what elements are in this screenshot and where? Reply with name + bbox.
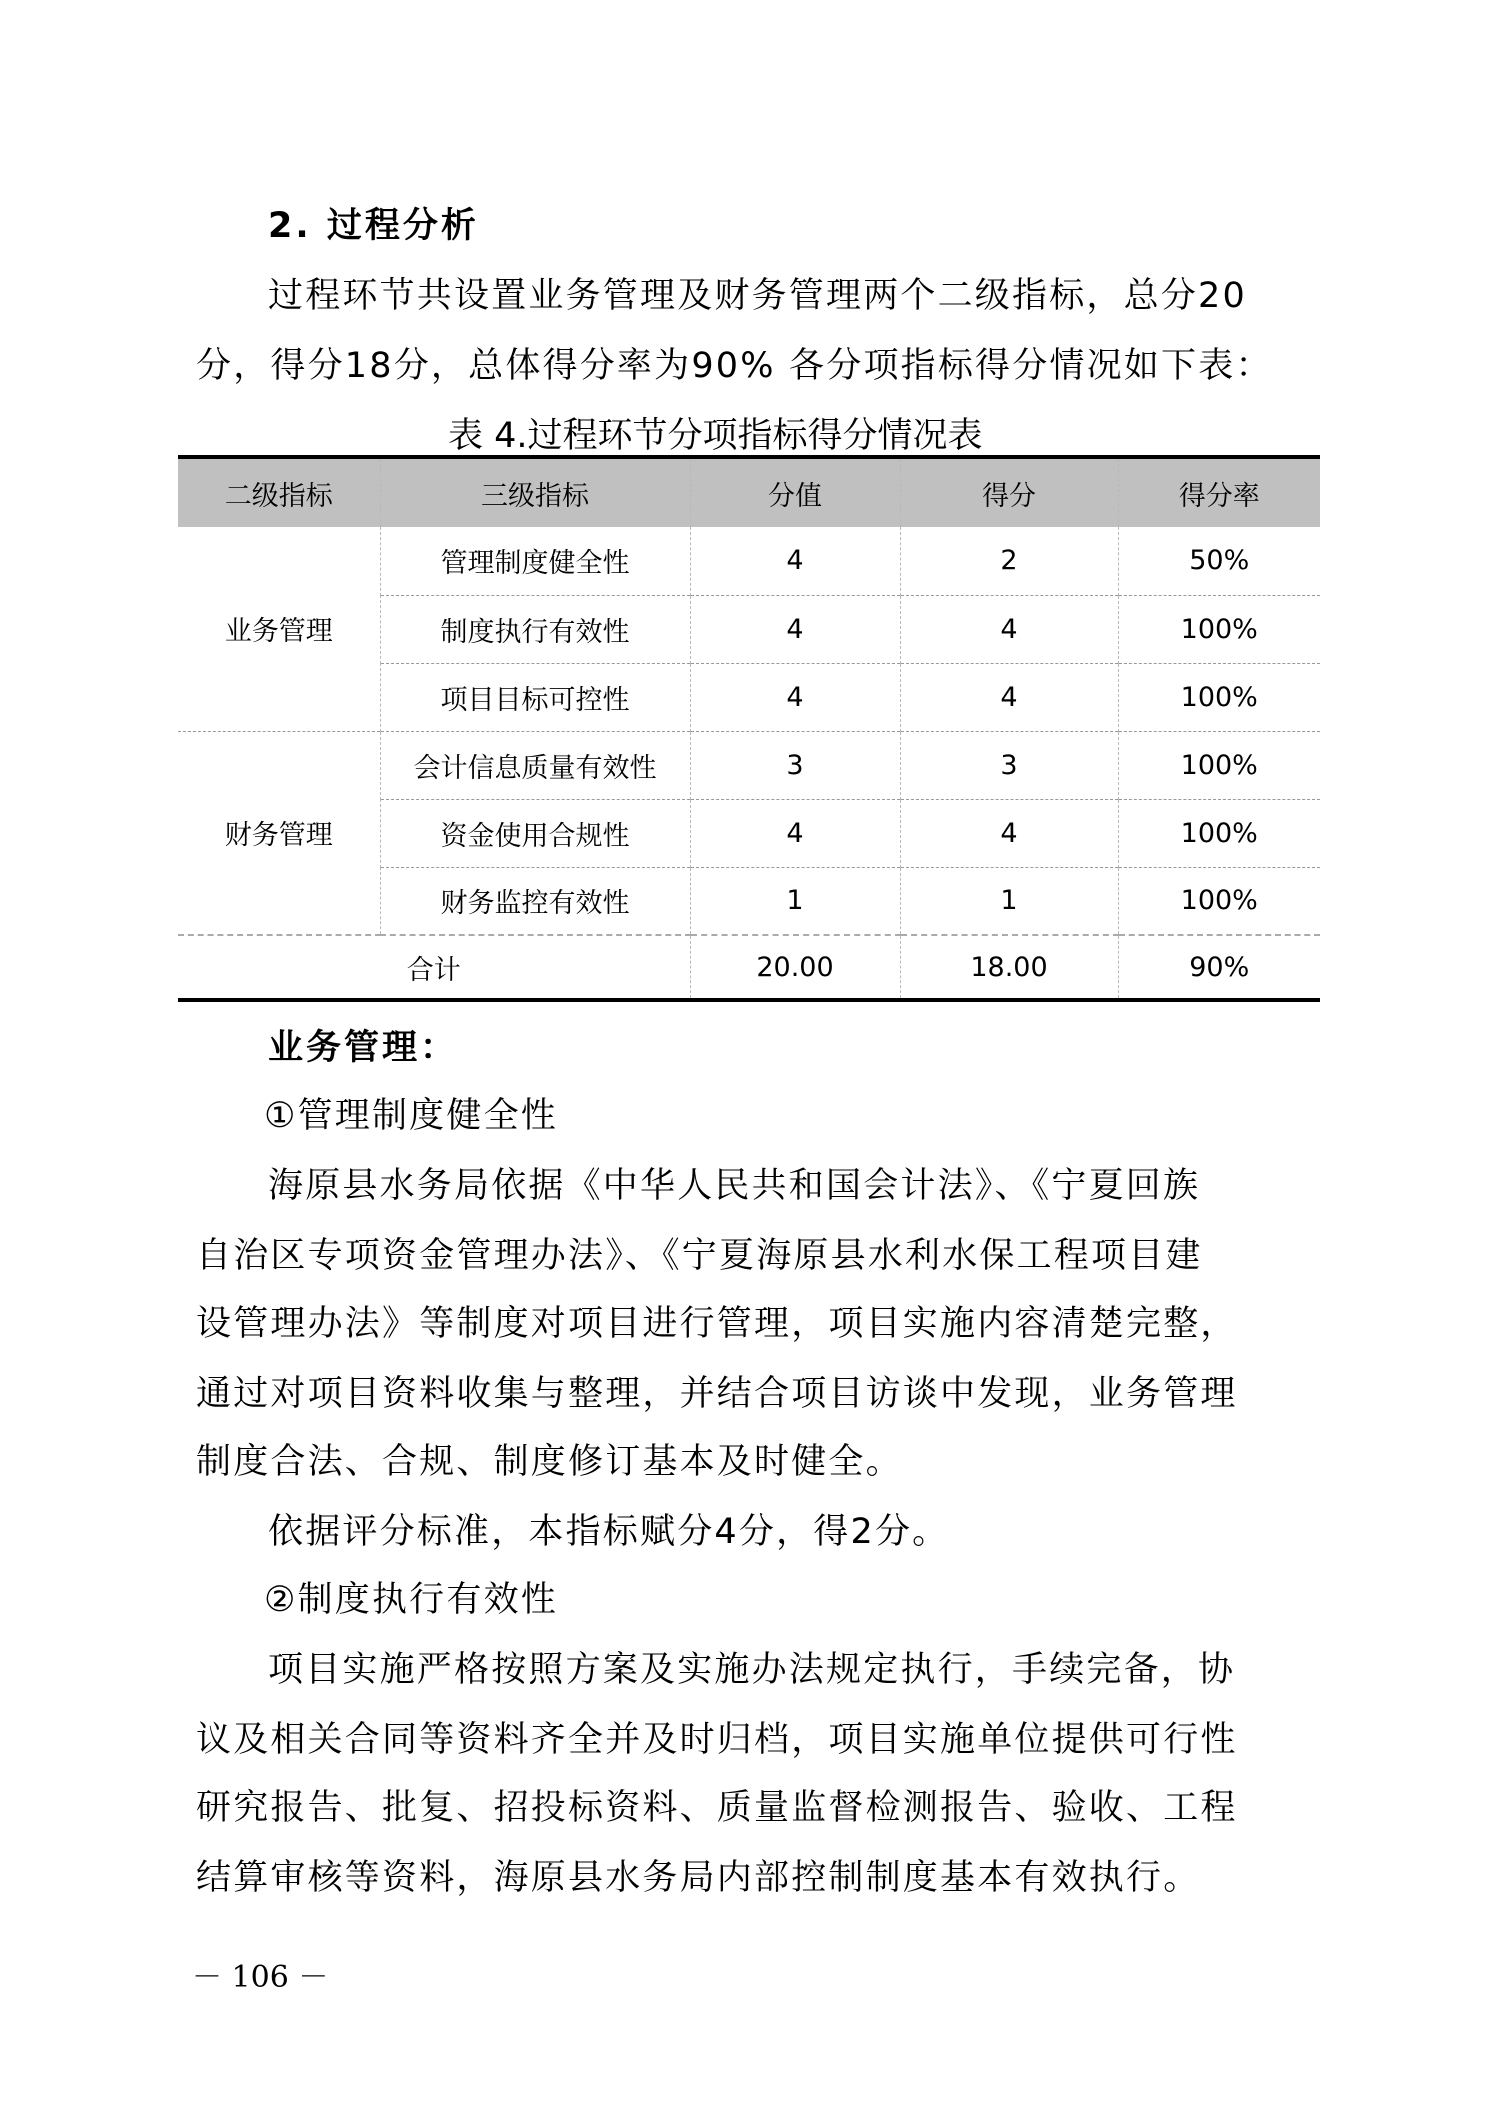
score-cell: 4 [900,663,1118,731]
total-score: 18.00 [900,935,1118,1000]
score-value-cell: 4 [690,595,900,663]
page-number: － 106 － [192,1960,329,1995]
item2-line-2: 议及相关合同等资料齐全并及时归档，项目实施单位提供可行性 [196,1720,1238,1760]
rate-cell: 100% [1118,663,1320,731]
header-level3: 三级指标 [380,457,690,527]
table-row [178,731,1320,799]
indicator-cell: 会计信息质量有效性 [380,731,690,799]
rate-cell: 100% [1118,867,1320,935]
item2-line-3: 研究报告、批复、招投标资料、质量监督检测报告、验收、工程 [196,1788,1238,1828]
section-heading: 2. 过程分析 [268,206,479,246]
indicator-cell: 项目目标可控性 [380,663,690,731]
score-value-cell: 4 [690,527,900,595]
header-score-value: 分值 [690,457,900,527]
score-cell: 1 [900,867,1118,935]
subheading: 业务管理： [268,1028,459,1068]
total-score-value: 20.00 [690,935,900,1000]
score-value-cell: 1 [690,867,900,935]
rate-cell: 100% [1118,731,1320,799]
item1-line-3: 设管理办法》等制度对项目进行管理，项目实施内容清楚完整， [196,1304,1238,1344]
indicator-cell: 制度执行有效性 [380,595,690,663]
group-name: 财务管理 [178,731,380,935]
header-level2: 二级指标 [178,457,380,527]
item1-score: 依据评分标准，本指标赋分4分，得2分。 [268,1512,950,1552]
score-cell: 3 [900,731,1118,799]
indicator-cell: 管理制度健全性 [380,527,690,595]
rate-cell: 100% [1118,595,1320,663]
indicator-cell: 资金使用合规性 [380,799,690,867]
score-cell: 4 [900,799,1118,867]
intro-line-2: 分，得分18分，总体得分率为90% 各分项指标得分情况如下表： [196,346,1273,386]
item1-title: ①管理制度健全性 [264,1096,558,1136]
table-row [178,527,1320,595]
group-name: 业务管理 [178,527,380,731]
score-cell: 2 [900,527,1118,595]
item1-line-1: 海原县水务局依据《中华人民共和国会计法》、《宁夏回族 [268,1166,1201,1206]
score-value-cell: 4 [690,799,900,867]
item1-line-5: 制度合法、合规、制度修订基本及时健全。 [196,1442,903,1482]
table-caption: 表 4.过程环节分项指标得分情况表 [448,416,983,456]
score-table [178,455,1320,1002]
item2-line-1: 项目实施严格按照方案及实施办法规定执行，手续完备，协 [268,1650,1236,1690]
table-total-row [178,935,1320,1000]
indicator-cell: 财务监控有效性 [380,867,690,935]
item2-title: ②制度执行有效性 [264,1580,558,1620]
rate-cell: 50% [1118,527,1320,595]
intro-line-1: 过程环节共设置业务管理及财务管理两个二级指标，总分20 [268,276,1247,316]
item2-line-4: 结算审核等资料，海原县水务局内部控制制度基本有效执行。 [196,1858,1201,1898]
score-value-cell: 3 [690,731,900,799]
header-rate: 得分率 [1118,457,1320,527]
table-header-row [178,457,1320,527]
total-label: 合计 [178,935,690,1000]
item1-line-4: 通过对项目资料收集与整理，并结合项目访谈中发现，业务管理 [196,1374,1238,1414]
header-score: 得分 [900,457,1118,527]
rate-cell: 100% [1118,799,1320,867]
item1-line-2: 自治区专项资金管理办法》、《宁夏海原县水利水保工程项目建 [196,1236,1203,1276]
score-value-cell: 4 [690,663,900,731]
total-rate: 90% [1118,935,1320,1000]
score-cell: 4 [900,595,1118,663]
